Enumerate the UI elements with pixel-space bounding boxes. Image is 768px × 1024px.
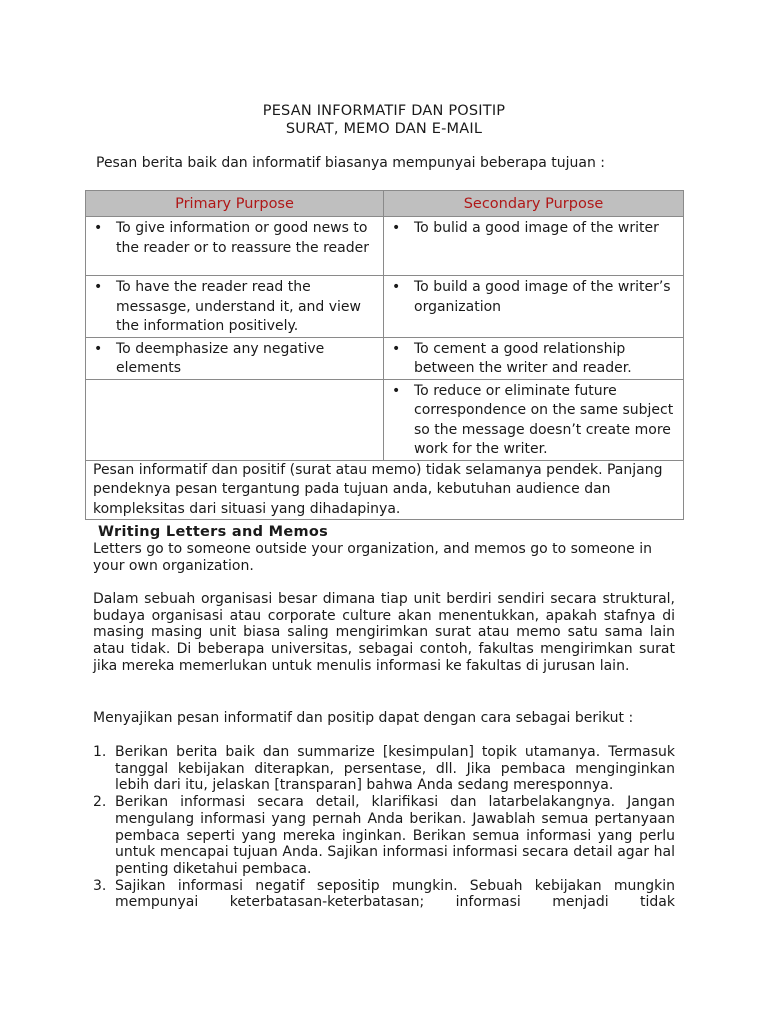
paragraph-steps-intro: Menyajikan pesan informatif dan positip dapat dengan cara sebagai berikut : <box>93 710 634 726</box>
paragraph-letters-memos: Letters go to someone outside your organization, and memos go to someone in your own organization. <box>93 541 652 574</box>
secondary-purpose-item: To cement a good relationship between the writer and reader. <box>414 340 632 376</box>
secondary-purpose-item: To reduce or eliminate future correspondence on the same subject so the message doesn’t create more work for the writer. <box>414 382 674 457</box>
table-row <box>86 379 684 460</box>
secondary-purpose-item: To bulid a good image of the writer <box>414 220 659 236</box>
primary-purpose-item: To give information or good news to the reader or to reassure the reader <box>116 220 369 256</box>
secondary-purpose-item: To build a good image of the writer’s organization <box>414 279 671 315</box>
bullet-icon: • <box>392 382 401 399</box>
step-number: 1. <box>93 744 107 760</box>
steps-list <box>93 744 675 911</box>
paragraph-organization: Dalam sebuah organisasi besar dimana tiap unit berdiri sendiri secara struktural, budaya organisasi atau corporate culture akan menentukkan, apakah stafnya di masing masing unit biasa saling mengirimkan surat atau memo satu sama lain atau tidak. Di beberapa universitas, sebagai contoh, fakultas mengirimkan surat jika mereka memerlukan untuk menulis informasi ke fakultas di jurusan lain. <box>93 591 675 674</box>
step-text: Berikan informasi secara detail, klarifikasi dan latarbelakangnya. Jangan mengulang informasi yang pernah Anda berikan. Jawablah semua pertanyaan pembaca seperti yang mereka inginkan. Berikan semua informasi yang perlu untuk mencapai tujuan Anda. Sajikan informasi informasi secara detail agar hal penting diketahui pembaca. <box>115 794 675 877</box>
document-title-line-1: PESAN INFORMATIF DAN POSITIP <box>262 103 506 119</box>
bullet-icon: • <box>392 340 401 357</box>
table-row <box>86 217 684 276</box>
list-item <box>93 744 675 794</box>
table-row <box>86 276 684 338</box>
secondary-purpose-header: Secondary Purpose <box>384 191 684 217</box>
primary-purpose-item: To have the reader read the messasge, understand it, and view the information positively. <box>116 279 361 334</box>
bullet-icon: • <box>392 279 401 295</box>
step-text: Sajikan informasi negatif sepositip mungkin. Sebuah kebijakan mungkin mempunyai keterbatasan-keterbatasan; informasi menjadi tidak <box>115 877 675 911</box>
step-text: Berikan berita baik dan summarize [kesimpulan] topik utamanya. Termasuk tanggal kebijakan diterapkan, persentase, dll. Jika pembaca menginginkan lebih dari itu, jelaskan [transparan] bahwa Anda sedang meresponnya. <box>115 744 675 794</box>
list-item <box>93 878 675 911</box>
step-number: 2. <box>93 794 107 811</box>
section-heading: Writing Letters and Memos <box>98 524 329 540</box>
list-item <box>93 794 675 878</box>
step-number: 3. <box>93 877 107 894</box>
primary-purpose-header: Primary Purpose <box>86 191 384 217</box>
table-note: Pesan informatif dan positif (surat atau memo) tidak selamanya pendek. Panjang pendeknya pesan tergantung pada tujuan anda, kebutuhan audience dan kompleksitas dari situasi yang dihadapinya. <box>93 461 663 517</box>
bullet-icon: • <box>94 279 103 295</box>
table-row <box>86 337 684 379</box>
purpose-table <box>85 190 684 520</box>
bullet-icon: • <box>94 220 103 236</box>
empty-cell <box>86 379 384 460</box>
bullet-icon: • <box>94 340 103 357</box>
document-title-line-2: SURAT, MEMO DAN E-MAIL <box>285 121 483 137</box>
primary-purpose-item: To deemphasize any negative elements <box>116 340 325 376</box>
intro-text: Pesan berita baik dan informatif biasanya mempunyai beberapa tujuan : <box>96 155 605 171</box>
table-note-row <box>86 460 684 520</box>
bullet-icon: • <box>392 220 401 236</box>
